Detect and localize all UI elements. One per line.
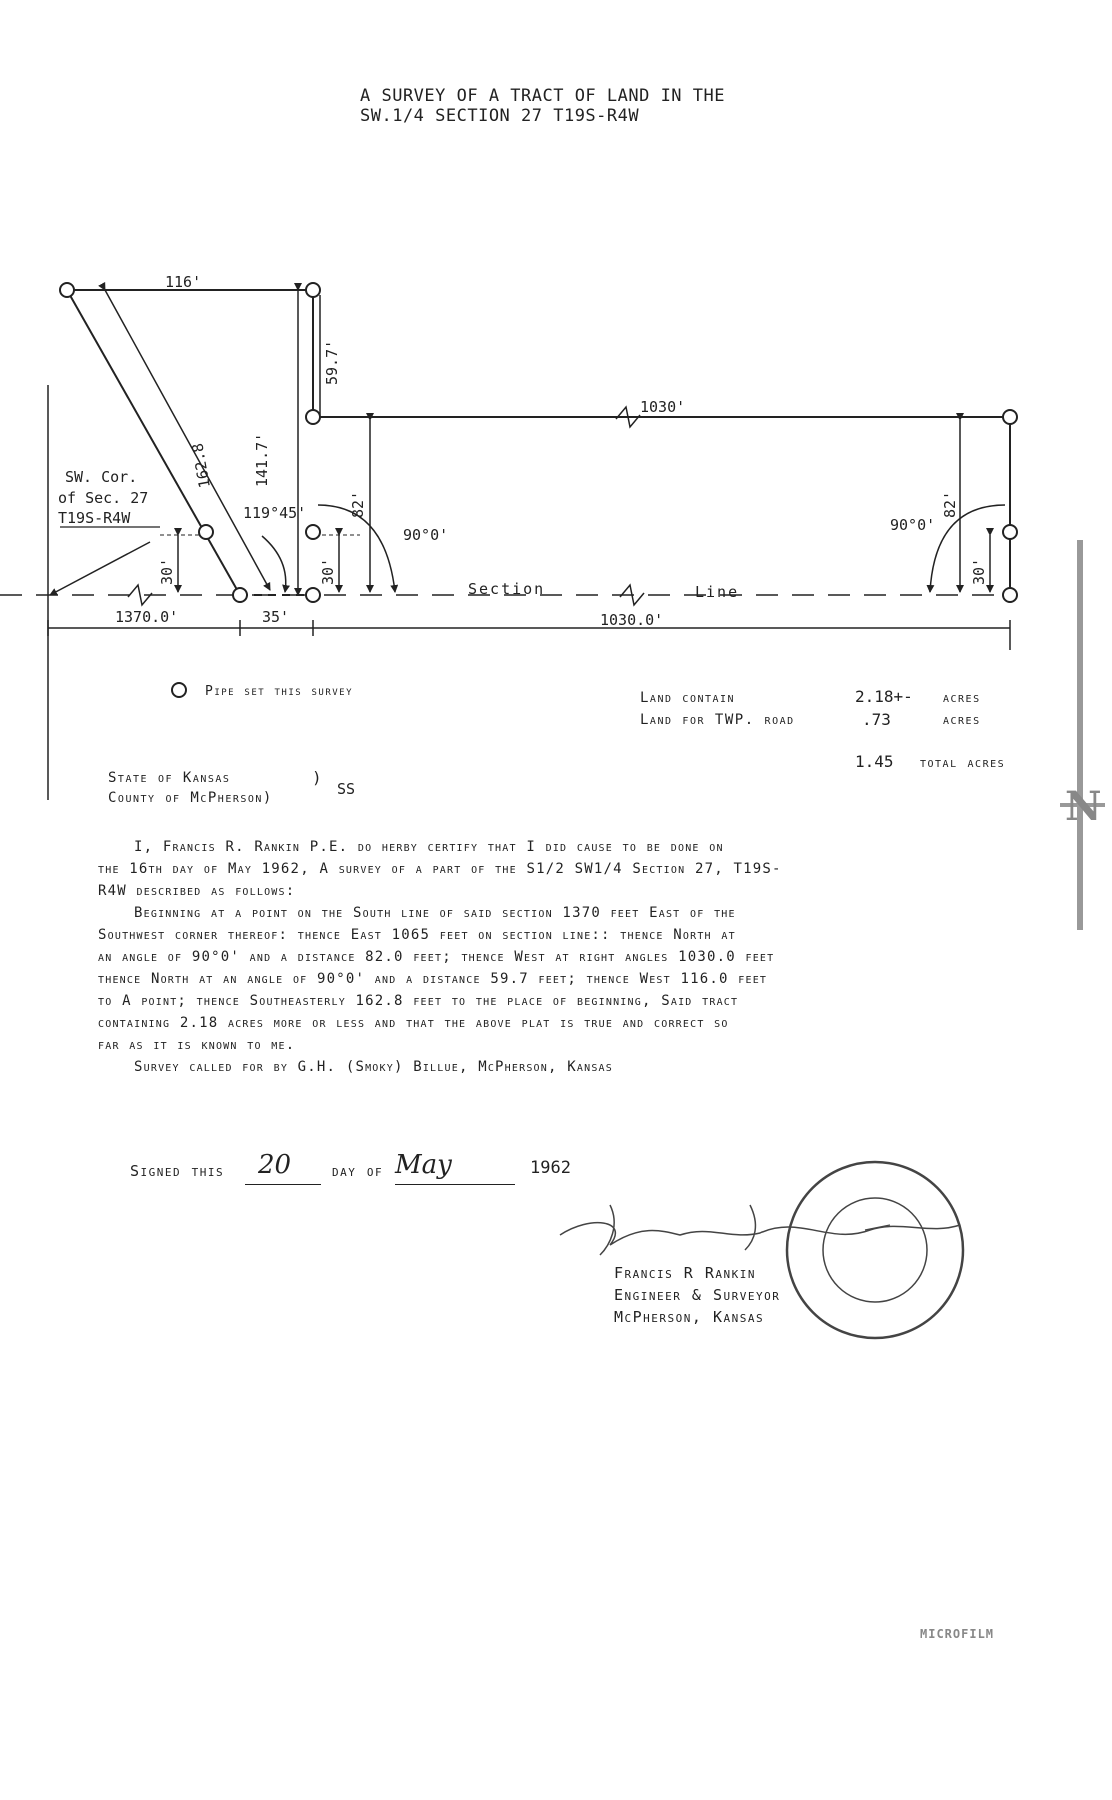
certificate-text	[98, 836, 998, 1078]
land-road-label: Land for TWP. road	[640, 712, 795, 728]
dim-141-7: 141.7'	[253, 432, 271, 487]
dim-162-8: 162.8	[188, 441, 214, 490]
certificate-line: Southwest corner thereof: thence East 1065 feet on section line:: thence North at	[98, 927, 736, 943]
certificate-line: Survey called for by G.H. (Smoky) Billue, McPherson, Kansas	[134, 1059, 613, 1075]
land-contain-label: Land contain	[640, 690, 736, 706]
sw-corner-label-2: of Sec. 27	[58, 489, 149, 507]
signer-city: McPherson, Kansas	[614, 1308, 765, 1326]
angle-90-right: 90°0'	[890, 516, 936, 534]
certificate-line: R4W described as follows:	[98, 883, 296, 899]
angle-arc-119	[262, 536, 286, 592]
venue-paren: )	[312, 768, 322, 787]
land-contain-value: 2.18+-	[855, 687, 913, 706]
dim-30-b: 30'	[319, 557, 337, 585]
dim-1030-bottom: 1030.0'	[600, 611, 664, 629]
dim-30-c: 30'	[970, 557, 988, 585]
legend-pipe-label: Pipe set this survey	[205, 684, 354, 699]
signed-month-underline	[395, 1184, 515, 1185]
diagonal-dimension-line	[105, 290, 270, 590]
venue-state: State of Kansas	[108, 770, 231, 786]
certificate-line: the 16th day of May 1962, A survey of a part of the S1/2 SW1/4 Section 27, T19S-	[98, 861, 782, 877]
sw-corner-label-3: T19S-R4W	[58, 509, 131, 527]
certificate-line: far as it is known to me.	[98, 1037, 296, 1053]
sw-corner-leader	[50, 542, 150, 595]
total-acres-label: total acres	[920, 755, 1006, 771]
engineer-seal	[780, 1155, 970, 1345]
certificate-line: containing 2.18 acres more or less and that the above plat is true and correct so	[98, 1015, 729, 1031]
certificate-line: Beginning at a point on the South line of said section 1370 feet East of the	[134, 905, 736, 921]
north-arrow	[1055, 520, 1112, 940]
dim-82-left: 82'	[349, 490, 367, 518]
angle-119-45: 119°45'	[243, 504, 307, 522]
title-line-2: SW.1/4 SECTION 27 T19S-R4W	[360, 106, 640, 126]
legend-pipe-icon	[172, 683, 186, 697]
signed-month: May	[395, 1150, 452, 1180]
parcel-outline	[67, 290, 1010, 595]
signer-title: Engineer & Surveyor	[614, 1286, 781, 1304]
section-word: Section	[468, 580, 546, 598]
line-word: Line	[695, 583, 740, 601]
dim-82-right: 82'	[941, 490, 959, 518]
certificate-line: I, Francis R. Rankin P.E. do herby certify that I did cause to be done on	[134, 839, 724, 855]
title-line-1: A SURVEY OF A TRACT OF LAND IN THE	[360, 86, 725, 106]
angle-90-left: 90°0'	[403, 526, 449, 544]
certificate-line: thence North at an angle of 90°0' and a distance 59.7 feet; thence West 116.0 feet	[98, 971, 768, 987]
land-road-value: .73	[862, 710, 891, 729]
dim-116: 116'	[165, 273, 202, 291]
land-road-unit: acres	[943, 712, 981, 728]
dim-59-7: 59.7'	[323, 339, 341, 385]
venue-ss: SS	[337, 780, 356, 798]
microfilm-stamp: MICROFILM	[920, 1627, 995, 1641]
signed-day: 20	[258, 1150, 292, 1180]
venue-county: County of McPherson)	[108, 790, 273, 806]
signed-mid: day of	[332, 1162, 384, 1180]
dim-1030-top: 1030'	[640, 398, 686, 416]
signer-name: Francis R Rankin	[614, 1264, 757, 1282]
signed-year: 1962	[530, 1158, 571, 1178]
dim-35: 35'	[262, 608, 290, 626]
sw-corner-label-1: SW. Cor.	[65, 468, 138, 486]
north-label: N	[1065, 783, 1102, 830]
certificate-line: to A point; thence Southeasterly 162.8 feet to the place of beginning, Said tract	[98, 993, 739, 1009]
dim-30-a: 30'	[158, 557, 176, 585]
signed-prefix: Signed this	[130, 1162, 225, 1180]
signed-day-underline	[245, 1184, 321, 1185]
dim-1370: 1370.0'	[115, 608, 179, 626]
land-contain-unit: acres	[943, 690, 981, 706]
certificate-line: an angle of 90°0' and a distance 82.0 feet; thence West at right angles 1030.0 feet	[98, 949, 775, 965]
total-acres-value: 1.45	[855, 752, 894, 771]
survey-plat	[0, 0, 1112, 800]
